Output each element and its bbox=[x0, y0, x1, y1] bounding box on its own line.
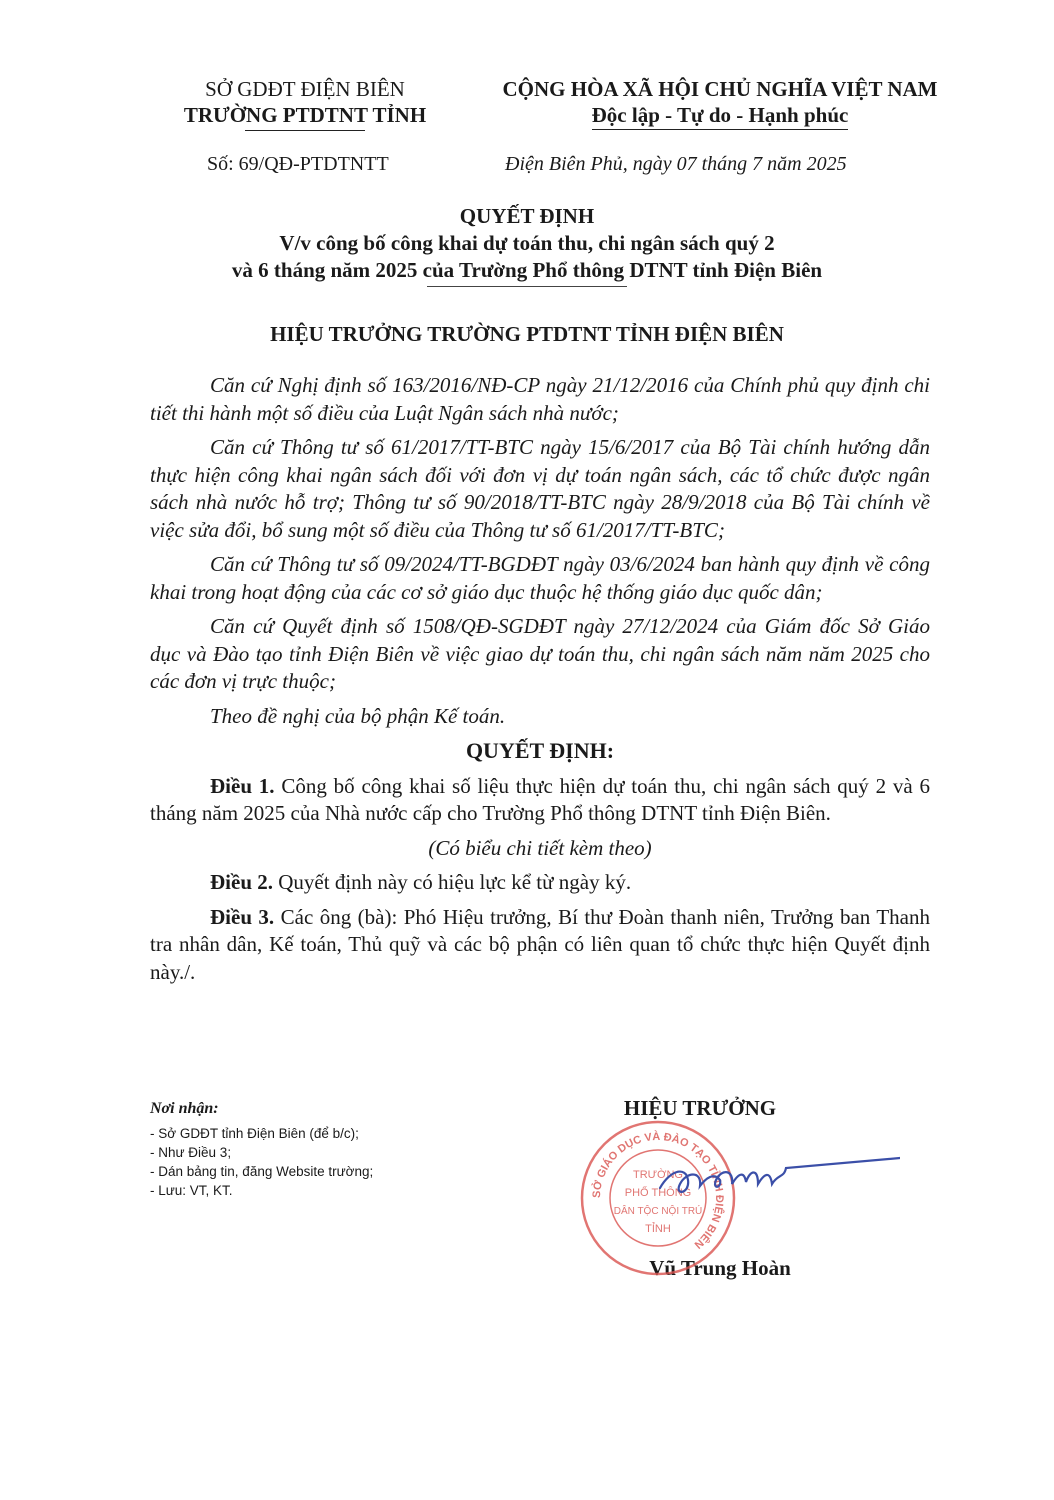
seal-ring-text: SỞ GIÁO DỤC VÀ ĐÀO TẠO TỈNH ĐIỆN BIÊN bbox=[590, 1130, 726, 1251]
document-type: QUYẾT ĐỊNH bbox=[459, 204, 595, 228]
article-2 bbox=[150, 869, 930, 897]
article-1 bbox=[150, 773, 930, 828]
signer-role: HIỆU TRƯỞNG bbox=[623, 1096, 777, 1120]
issuing-authority: HIỆU TRƯỞNG TRƯỜNG PTDTNT TỈNH ĐIỆN BIÊN bbox=[270, 322, 784, 346]
recipient-item: - Như Điều 3; bbox=[150, 1145, 232, 1160]
article-3-text: Các ông (bà): Phó Hiệu trưởng, Bí thư Đoàn thanh niên, Trưởng ban Thanh tra nhân dân, Kế toán, Thủ quỹ và các bộ phận có liên quan tổ chức thực hiện Quyết định này./. bbox=[150, 904, 930, 984]
legal-basis-4: Căn cứ Quyết định số 1508/QĐ-SGDĐT ngày 27/12/2024 của Giám đốc Sở Giáo dục và Đào tạo tỉnh Điện Biên về việc giao dự toán thu, chi ngân sách năm năm 2025 cho các đơn vị trực thuộc; bbox=[150, 614, 930, 693]
legal-basis-3: Căn cứ Thông tư số 09/2024/TT-BGDĐT ngày 03/6/2024 ban hành quy định về công khai trong hoạt động của các cơ sở giáo dục thuộc hệ thống giáo dục quốc dân; bbox=[150, 552, 930, 604]
national-heading-block bbox=[455, 76, 985, 130]
place-and-date: Điện Biên Phủ, ngày 07 tháng 7 năm 2025 bbox=[505, 153, 847, 175]
signer-name: Vũ Trung Hoàn bbox=[649, 1256, 791, 1280]
school-name: TRƯỜNG PTDTNT TỈNH bbox=[183, 103, 427, 127]
recipient-item: - Lưu: VT, KT. bbox=[150, 1183, 233, 1198]
document-number: Số: 69/QĐ-PTDTNTT bbox=[207, 153, 389, 175]
recipients-heading: Nơi nhận: bbox=[150, 1100, 219, 1117]
recipient-item: - Dán bảng tin, đăng Website trường; bbox=[150, 1164, 374, 1179]
recipients-block bbox=[150, 1100, 570, 1200]
article-3-label: Điều 3. bbox=[210, 904, 275, 929]
article-1-text: Công bố công khai số liệu thực hiện dự toán thu, chi ngân sách quý 2 và 6 tháng năm 2025 của Nhà nước cấp cho Trường Phổ thông DTNT tỉnh Điện Biên. bbox=[150, 773, 931, 825]
document-body bbox=[150, 372, 930, 993]
article-2-text: Quyết định này có hiệu lực kể từ ngày ký. bbox=[273, 870, 632, 894]
legal-basis-2: Căn cứ Thông tư số 61/2017/TT-BTC ngày 15/6/2017 của Bộ Tài chính hướng dẫn thực hiện công khai ngân sách đối với đơn vị dự toán ngân sách, các tổ chức được ngân sách nhà nước hỗ trợ; Thông tư số 90/2018/TT-BTC ngày 28/9/2018 của Bộ Tài chính về việc sửa đổi, bổ sung một số điều của Thông tư số 61/2017/TT-BTC; bbox=[150, 435, 930, 542]
article-2-label: Điều 2. bbox=[210, 870, 273, 894]
seal-line-1: TRƯỜNG bbox=[633, 1169, 683, 1181]
nation-name: CỘNG HÒA XÃ HỘI CHỦ NGHĨA VIỆT NAM bbox=[502, 77, 938, 101]
agency-underline bbox=[245, 130, 365, 131]
article-1-note bbox=[150, 835, 930, 863]
decide-heading: QUYẾT ĐỊNH: bbox=[465, 738, 615, 763]
seal-line-3: DÂN TỘC NỘI TRÚ bbox=[613, 1206, 703, 1217]
subject-line-1: V/v công bố công khai dự toán thu, chi ngân sách quý 2 bbox=[279, 231, 775, 255]
recipient-item: - Sở GDĐT tỉnh Điện Biên (để b/c); bbox=[150, 1126, 359, 1141]
proposal-basis: Theo đề nghị của bộ phận Kế toán. bbox=[210, 703, 506, 728]
handwritten-signature-icon bbox=[650, 1140, 900, 1210]
issuing-agency-block bbox=[160, 76, 450, 131]
seal-line-2: PHỔ THÔNG bbox=[624, 1187, 692, 1199]
attachment-note: (Có biểu chi tiết kèm theo) bbox=[428, 835, 652, 860]
document-title-block bbox=[100, 203, 954, 287]
article-3 bbox=[150, 904, 930, 987]
subject-line-2: và 6 tháng năm 2025 của Trường Phổ thông DTNT tỉnh Điện Biên bbox=[231, 258, 823, 282]
article-1-label: Điều 1. bbox=[210, 773, 275, 798]
seal-line-4: TỈNH bbox=[645, 1223, 671, 1235]
agency-name: SỞ GDĐT ĐIỆN BIÊN bbox=[205, 77, 405, 101]
national-motto: Độc lập - Tự do - Hạnh phúc bbox=[592, 102, 849, 130]
title-underline bbox=[427, 286, 627, 287]
legal-basis-1: Căn cứ Nghị định số 163/2016/NĐ-CP ngày 21/12/2016 của Chính phủ quy định chi tiết thi hành một số điều của Luật Ngân sách nhà nước; bbox=[150, 373, 930, 425]
